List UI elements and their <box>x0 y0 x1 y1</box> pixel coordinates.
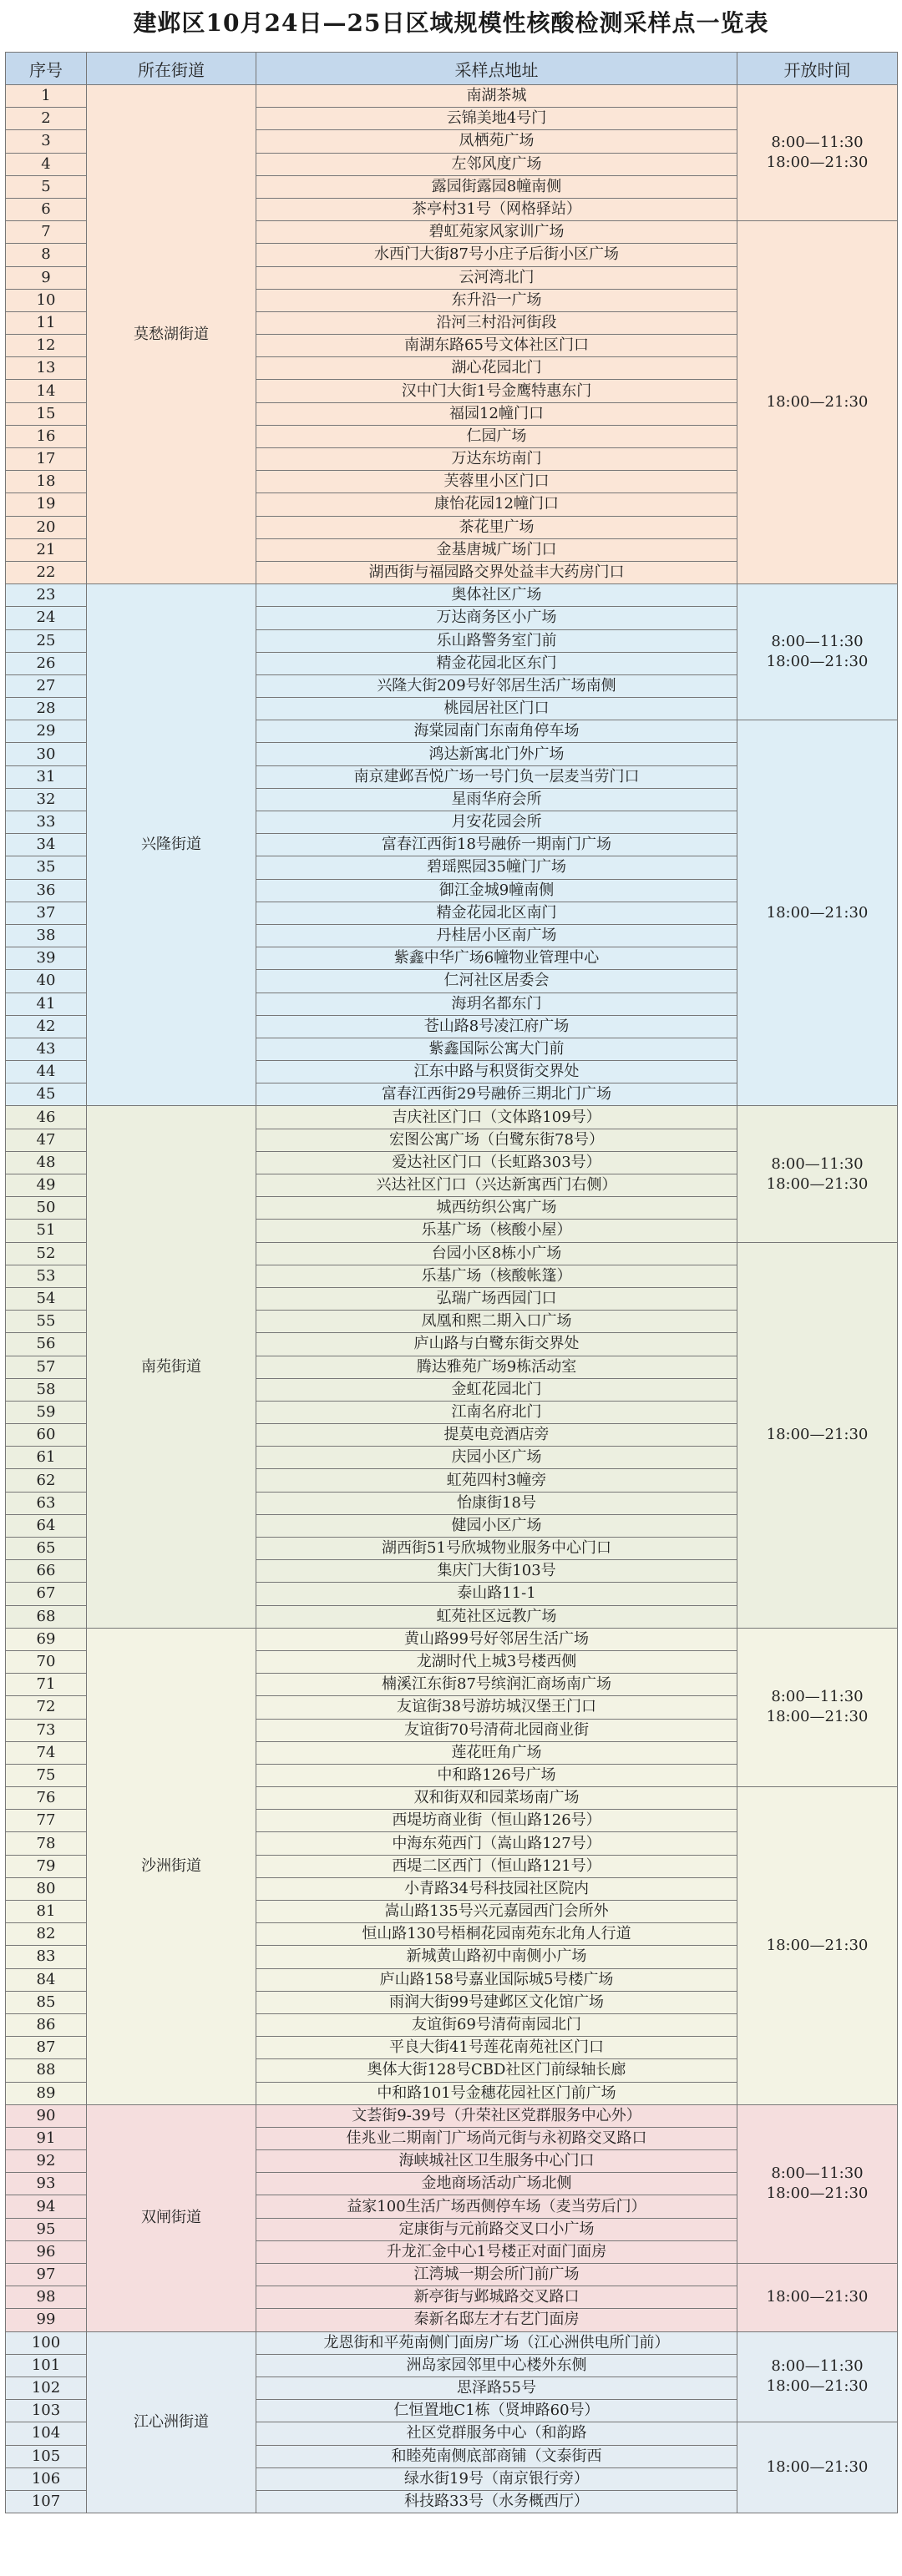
row-index: 24 <box>6 607 87 629</box>
street-name: 双闸街道 <box>87 2104 256 2331</box>
street-name: 莫愁湖街道 <box>87 85 256 584</box>
row-index: 35 <box>6 856 87 879</box>
site-address: 科技路33号（水务概西厅） <box>256 2490 737 2513</box>
row-index: 56 <box>6 1333 87 1356</box>
row-index: 44 <box>6 1061 87 1083</box>
site-address: 提莫电竞酒店旁 <box>256 1424 737 1447</box>
row-index: 57 <box>6 1356 87 1378</box>
site-address: 莲花旺角广场 <box>256 1741 737 1764</box>
row-index: 96 <box>6 2240 87 2263</box>
site-address: 精金花园北区东门 <box>256 652 737 674</box>
site-address: 江南名府北门 <box>256 1401 737 1423</box>
row-index: 40 <box>6 970 87 993</box>
open-time-line: 18:00—21:30 <box>766 903 869 922</box>
header-address: 采样点地址 <box>256 53 737 85</box>
site-address: 思泽路55号 <box>256 2376 737 2399</box>
site-address: 御江金城9幢南侧 <box>256 879 737 902</box>
open-time-line: 8:00—11:30 <box>771 134 864 152</box>
row-index: 27 <box>6 674 87 697</box>
row-index: 7 <box>6 221 87 244</box>
site-address: 万达商务区小广场 <box>256 607 737 629</box>
row-index: 39 <box>6 947 87 970</box>
site-address: 宏图公寓广场（白鹭东街78号） <box>256 1129 737 1151</box>
row-index: 20 <box>6 516 87 538</box>
row-index: 66 <box>6 1560 87 1583</box>
row-index: 2 <box>6 108 87 130</box>
site-address: 吉庆社区门口（文体路109号） <box>256 1106 737 1129</box>
header-street: 所在街道 <box>87 53 256 85</box>
row-index: 76 <box>6 1787 87 1810</box>
site-address: 苍山路8号凌江府广场 <box>256 1015 737 1038</box>
open-time-line: 18:00—21:30 <box>766 2458 869 2477</box>
site-address: 东升沿一广场 <box>256 289 737 311</box>
row-index: 28 <box>6 698 87 720</box>
row-index: 30 <box>6 743 87 765</box>
open-time-line: 18:00—21:30 <box>766 2185 869 2203</box>
site-address: 仁河社区居委会 <box>256 970 737 993</box>
site-address: 新城黄山路初中南侧小广场 <box>256 1946 737 1968</box>
site-address: 凤栖苑广场 <box>256 130 737 153</box>
site-address: 云河湾北门 <box>256 266 737 289</box>
row-index: 37 <box>6 902 87 924</box>
site-address: 绿水街19号（南京银行旁） <box>256 2467 737 2490</box>
open-time <box>737 1242 898 1628</box>
site-address: 南京建邺吾悦广场一号门负一层麦当劳门口 <box>256 765 737 788</box>
site-address: 爱达社区门口（长虹路303号） <box>256 1151 737 1174</box>
row-index: 95 <box>6 2218 87 2240</box>
site-address: 金虹花园北门 <box>256 1378 737 1401</box>
site-address: 露园街露园8幢南侧 <box>256 175 737 198</box>
site-address: 文荟街9-39号（升荣社区党群服务中心外） <box>256 2104 737 2127</box>
sampling-sites-table <box>5 52 898 2513</box>
site-address: 兴隆大街209号好邻居生活广场南侧 <box>256 674 737 697</box>
open-time <box>737 584 898 720</box>
row-index: 53 <box>6 1265 87 1287</box>
site-address: 升龙汇金中心1号楼正对面门面房 <box>256 2240 737 2263</box>
site-address: 怡康街18号 <box>256 1492 737 1514</box>
site-address: 左邻风度广场 <box>256 153 737 175</box>
site-address: 友谊街70号清荷北园商业街 <box>256 1719 737 1741</box>
row-index: 25 <box>6 629 87 652</box>
row-index: 93 <box>6 2173 87 2195</box>
row-index: 65 <box>6 1538 87 1560</box>
site-address: 中和路101号金穗花园社区门前广场 <box>256 2082 737 2104</box>
row-index: 97 <box>6 2264 87 2286</box>
open-time <box>737 2422 898 2513</box>
row-index: 45 <box>6 1083 87 1106</box>
site-address: 江东中路与积贤街交界处 <box>256 1061 737 1083</box>
row-index: 34 <box>6 834 87 856</box>
row-index: 69 <box>6 1628 87 1650</box>
row-index: 46 <box>6 1106 87 1129</box>
row-index: 87 <box>6 2037 87 2059</box>
open-time-line: 18:00—21:30 <box>766 2377 869 2396</box>
site-address: 福园12幢门口 <box>256 402 737 425</box>
row-index: 9 <box>6 266 87 289</box>
row-index: 5 <box>6 175 87 198</box>
row-index: 60 <box>6 1424 87 1447</box>
row-index: 18 <box>6 471 87 493</box>
site-address: 仁园广场 <box>256 425 737 447</box>
row-index: 52 <box>6 1242 87 1265</box>
site-address: 西堤二区西门（恒山路121号） <box>256 1855 737 1877</box>
site-address: 紫鑫中华广场6幢物业管理中心 <box>256 947 737 970</box>
row-index: 47 <box>6 1129 87 1151</box>
row-index: 42 <box>6 1015 87 1038</box>
site-address: 芙蓉里小区门口 <box>256 471 737 493</box>
site-address: 庐山路与白鹭东街交界处 <box>256 1333 737 1356</box>
site-address: 海玥名都东门 <box>256 993 737 1015</box>
open-time-line: 8:00—11:30 <box>771 1688 864 1706</box>
site-address: 和睦苑南侧底部商铺（文泰街西 <box>256 2445 737 2467</box>
row-index: 33 <box>6 811 87 834</box>
table-row <box>6 1628 898 1650</box>
open-time-line: 18:00—21:30 <box>766 1936 869 1954</box>
row-index: 41 <box>6 993 87 1015</box>
site-address: 云锦美地4号门 <box>256 108 737 130</box>
table-row <box>6 2331 898 2354</box>
row-index: 51 <box>6 1220 87 1242</box>
row-index: 81 <box>6 1901 87 1923</box>
site-address: 洲岛家园邻里中心楼外东侧 <box>256 2354 737 2376</box>
row-index: 92 <box>6 2150 87 2173</box>
row-index: 19 <box>6 493 87 516</box>
open-time-line: 8:00—11:30 <box>771 2164 864 2183</box>
row-index: 70 <box>6 1650 87 1673</box>
header-open-time: 开放时间 <box>737 53 898 85</box>
row-index: 59 <box>6 1401 87 1423</box>
site-address: 虹苑四村3幢旁 <box>256 1469 737 1492</box>
site-address: 凤凰和熙二期入口广场 <box>256 1311 737 1333</box>
site-address: 茶亭村31号（网格驿站） <box>256 198 737 220</box>
site-address: 双和街双和园菜场南广场 <box>256 1787 737 1810</box>
row-index: 104 <box>6 2422 87 2445</box>
row-index: 32 <box>6 788 87 811</box>
row-index: 91 <box>6 2127 87 2149</box>
site-address: 秦新名邸左才右艺门面房 <box>256 2309 737 2331</box>
row-index: 100 <box>6 2331 87 2354</box>
row-index: 67 <box>6 1583 87 1605</box>
site-address: 汉中门大街1号金鹰特惠东门 <box>256 380 737 402</box>
row-index: 85 <box>6 1991 87 2013</box>
site-address: 弘瑞广场西园门口 <box>256 1287 737 1310</box>
site-address: 虹苑社区远教广场 <box>256 1605 737 1628</box>
site-address: 茶花里广场 <box>256 516 737 538</box>
row-index: 73 <box>6 1719 87 1741</box>
site-address: 富春江西街18号融侨一期南门广场 <box>256 834 737 856</box>
table-row <box>6 584 898 607</box>
site-address: 中和路126号广场 <box>256 1764 737 1786</box>
table-row <box>6 2104 898 2127</box>
row-index: 15 <box>6 402 87 425</box>
document-title: 建邺区10月24日—25日区域规模性核酸检测采样点一览表 <box>133 9 769 37</box>
site-address: 庆园小区广场 <box>256 1447 737 1469</box>
site-address: 碧虹苑家风家训广场 <box>256 221 737 244</box>
open-time <box>737 2264 898 2332</box>
site-address: 万达东坊南门 <box>256 448 737 471</box>
site-address: 湖西街与福园路交界处益丰大药房门口 <box>256 561 737 583</box>
row-index: 1 <box>6 85 87 108</box>
row-index: 106 <box>6 2467 87 2490</box>
site-address: 乐基广场（核酸帐篷） <box>256 1265 737 1287</box>
row-index: 71 <box>6 1674 87 1696</box>
row-index: 94 <box>6 2195 87 2218</box>
open-time <box>737 2331 898 2422</box>
row-index: 17 <box>6 448 87 471</box>
street-name: 南苑街道 <box>87 1106 256 1628</box>
site-address: 兴达社区门口（兴达新寓西门右侧） <box>256 1174 737 1197</box>
row-index: 26 <box>6 652 87 674</box>
row-index: 38 <box>6 924 87 947</box>
open-time <box>737 1106 898 1242</box>
row-index: 79 <box>6 1855 87 1877</box>
row-index: 83 <box>6 1946 87 1968</box>
row-index: 86 <box>6 2013 87 2036</box>
row-index: 14 <box>6 380 87 402</box>
site-address: 月安花园会所 <box>256 811 737 834</box>
site-address: 沿河三村沿河街段 <box>256 311 737 334</box>
row-index: 102 <box>6 2376 87 2399</box>
site-address: 富春江西街29号融侨三期北门广场 <box>256 1083 737 1106</box>
open-time <box>737 1628 898 1786</box>
site-address: 碧瑶熙园35幢门广场 <box>256 856 737 879</box>
open-time-line: 8:00—11:30 <box>771 2357 864 2376</box>
row-index: 49 <box>6 1174 87 1197</box>
site-address: 庐山路158号嘉业国际城5号楼广场 <box>256 1968 737 1991</box>
row-index: 12 <box>6 335 87 357</box>
site-address: 龙湖时代上城3号楼西侧 <box>256 1650 737 1673</box>
site-address: 友谊街69号清荷南园北门 <box>256 2013 737 2036</box>
site-address: 江湾城一期会所门前广场 <box>256 2264 737 2286</box>
site-address: 黄山路99号好邻居生活广场 <box>256 1628 737 1650</box>
row-index: 36 <box>6 879 87 902</box>
site-address: 小青路34号科技园社区院内 <box>256 1877 737 1900</box>
site-address: 腾达雅苑广场9栋活动室 <box>256 1356 737 1378</box>
site-address: 楠溪江东街87号缤润汇商场南广场 <box>256 1674 737 1696</box>
site-address: 奥体社区广场 <box>256 584 737 607</box>
row-index: 74 <box>6 1741 87 1764</box>
open-time <box>737 1787 898 2105</box>
row-index: 98 <box>6 2286 87 2309</box>
site-address: 紫鑫国际公寓大门前 <box>256 1038 737 1060</box>
open-time-line: 18:00—21:30 <box>766 2288 869 2306</box>
site-address: 金基唐城广场门口 <box>256 538 737 561</box>
street-name: 江心洲街道 <box>87 2331 256 2513</box>
row-index: 21 <box>6 538 87 561</box>
row-index: 64 <box>6 1514 87 1537</box>
site-address: 鸿达新寓北门外广场 <box>256 743 737 765</box>
row-index: 31 <box>6 765 87 788</box>
row-index: 84 <box>6 1968 87 1991</box>
row-index: 54 <box>6 1287 87 1310</box>
site-address: 雨润大街99号建邺区文化馆广场 <box>256 1991 737 2013</box>
open-time-line: 18:00—21:30 <box>766 1426 869 1444</box>
street-name: 兴隆街道 <box>87 584 256 1106</box>
row-index: 72 <box>6 1696 87 1719</box>
site-address: 恒山路130号梧桐花园南苑东北角人行道 <box>256 1923 737 1946</box>
site-address: 乐山路警务室门前 <box>256 629 737 652</box>
row-index: 89 <box>6 2082 87 2104</box>
row-index: 3 <box>6 130 87 153</box>
row-index: 58 <box>6 1378 87 1401</box>
row-index: 22 <box>6 561 87 583</box>
site-address: 南湖东路65号文体社区门口 <box>256 335 737 357</box>
site-address: 金地商场活动广场北侧 <box>256 2173 737 2195</box>
row-index: 101 <box>6 2354 87 2376</box>
site-address: 新亭街与邺城路交叉路口 <box>256 2286 737 2309</box>
site-address: 海棠园南门东南角停车场 <box>256 720 737 743</box>
row-index: 4 <box>6 153 87 175</box>
row-index: 43 <box>6 1038 87 1060</box>
row-index: 16 <box>6 425 87 447</box>
row-index: 68 <box>6 1605 87 1628</box>
site-address: 龙恩街和平苑南侧门面房广场（江心洲供电所门前） <box>256 2331 737 2354</box>
header-index: 序号 <box>6 53 87 85</box>
site-address: 康怡花园12幢门口 <box>256 493 737 516</box>
open-time <box>737 720 898 1106</box>
site-address: 中海东苑西门（嵩山路127号） <box>256 1832 737 1855</box>
site-address: 海峡城社区卫生服务中心门口 <box>256 2150 737 2173</box>
open-time <box>737 85 898 221</box>
site-address: 益家100生活广场西侧停车场（麦当劳后门） <box>256 2195 737 2218</box>
site-address: 嵩山路135号兴元嘉园西门会所外 <box>256 1901 737 1923</box>
row-index: 80 <box>6 1877 87 1900</box>
row-index: 48 <box>6 1151 87 1174</box>
site-address: 台园小区8栋小广场 <box>256 1242 737 1265</box>
site-address: 泰山路11-1 <box>256 1583 737 1605</box>
table-body <box>6 85 898 2513</box>
site-address: 湖西街51号欣城物业服务中心门口 <box>256 1538 737 1560</box>
row-index: 103 <box>6 2400 87 2422</box>
site-address: 精金花园北区南门 <box>256 902 737 924</box>
site-address: 仁恒置地C1栋（贤坤路60号） <box>256 2400 737 2422</box>
site-address: 定康街与元前路交叉口小广场 <box>256 2218 737 2240</box>
street-name: 沙洲街道 <box>87 1628 256 2104</box>
row-index: 75 <box>6 1764 87 1786</box>
row-index: 77 <box>6 1810 87 1832</box>
open-time <box>737 221 898 584</box>
row-index: 82 <box>6 1923 87 1946</box>
row-index: 29 <box>6 720 87 743</box>
table-row <box>6 1106 898 1129</box>
site-address: 水西门大街87号小庄子后街小区广场 <box>256 244 737 266</box>
site-address: 集庆门大街103号 <box>256 1560 737 1583</box>
row-index: 50 <box>6 1197 87 1220</box>
site-address: 城西纺织公寓广场 <box>256 1197 737 1220</box>
row-index: 90 <box>6 2104 87 2127</box>
site-address: 平良大街41号莲花南苑社区门口 <box>256 2037 737 2059</box>
row-index: 61 <box>6 1447 87 1469</box>
table-header-row <box>6 53 898 85</box>
row-index: 8 <box>6 244 87 266</box>
row-index: 99 <box>6 2309 87 2331</box>
row-index: 55 <box>6 1311 87 1333</box>
table-row <box>6 85 898 108</box>
open-time-line: 18:00—21:30 <box>766 393 869 412</box>
row-index: 11 <box>6 311 87 334</box>
open-time-line: 18:00—21:30 <box>766 154 869 172</box>
row-index: 63 <box>6 1492 87 1514</box>
open-time-line: 18:00—21:30 <box>766 1174 869 1193</box>
site-address: 社区党群服务中心（和韵路 <box>256 2422 737 2445</box>
open-time-line: 8:00—11:30 <box>771 1154 864 1173</box>
site-address: 星雨华府会所 <box>256 788 737 811</box>
site-address: 西堤坊商业街（恒山路126号） <box>256 1810 737 1832</box>
site-address: 佳兆业二期南门广场尚元街与永初路交叉路口 <box>256 2127 737 2149</box>
row-index: 13 <box>6 357 87 380</box>
row-index: 105 <box>6 2445 87 2467</box>
site-address: 丹桂居小区南广场 <box>256 924 737 947</box>
site-address: 南湖茶城 <box>256 85 737 108</box>
open-time-line: 18:00—21:30 <box>766 1708 869 1726</box>
site-address: 桃园居社区门口 <box>256 698 737 720</box>
site-address: 友谊街38号游坊城汉堡王门口 <box>256 1696 737 1719</box>
open-time-line: 8:00—11:30 <box>771 633 864 651</box>
row-index: 78 <box>6 1832 87 1855</box>
site-address: 健园小区广场 <box>256 1514 737 1537</box>
site-address: 奥体大街128号CBD社区门前绿轴长廊 <box>256 2059 737 2082</box>
row-index: 10 <box>6 289 87 311</box>
site-address: 乐基广场（核酸小屋） <box>256 1220 737 1242</box>
row-index: 62 <box>6 1469 87 1492</box>
row-index: 107 <box>6 2490 87 2513</box>
row-index: 88 <box>6 2059 87 2082</box>
row-index: 6 <box>6 198 87 220</box>
row-index: 23 <box>6 584 87 607</box>
open-time <box>737 2104 898 2263</box>
open-time-line: 18:00—21:30 <box>766 653 869 671</box>
site-address: 湖心花园北门 <box>256 357 737 380</box>
